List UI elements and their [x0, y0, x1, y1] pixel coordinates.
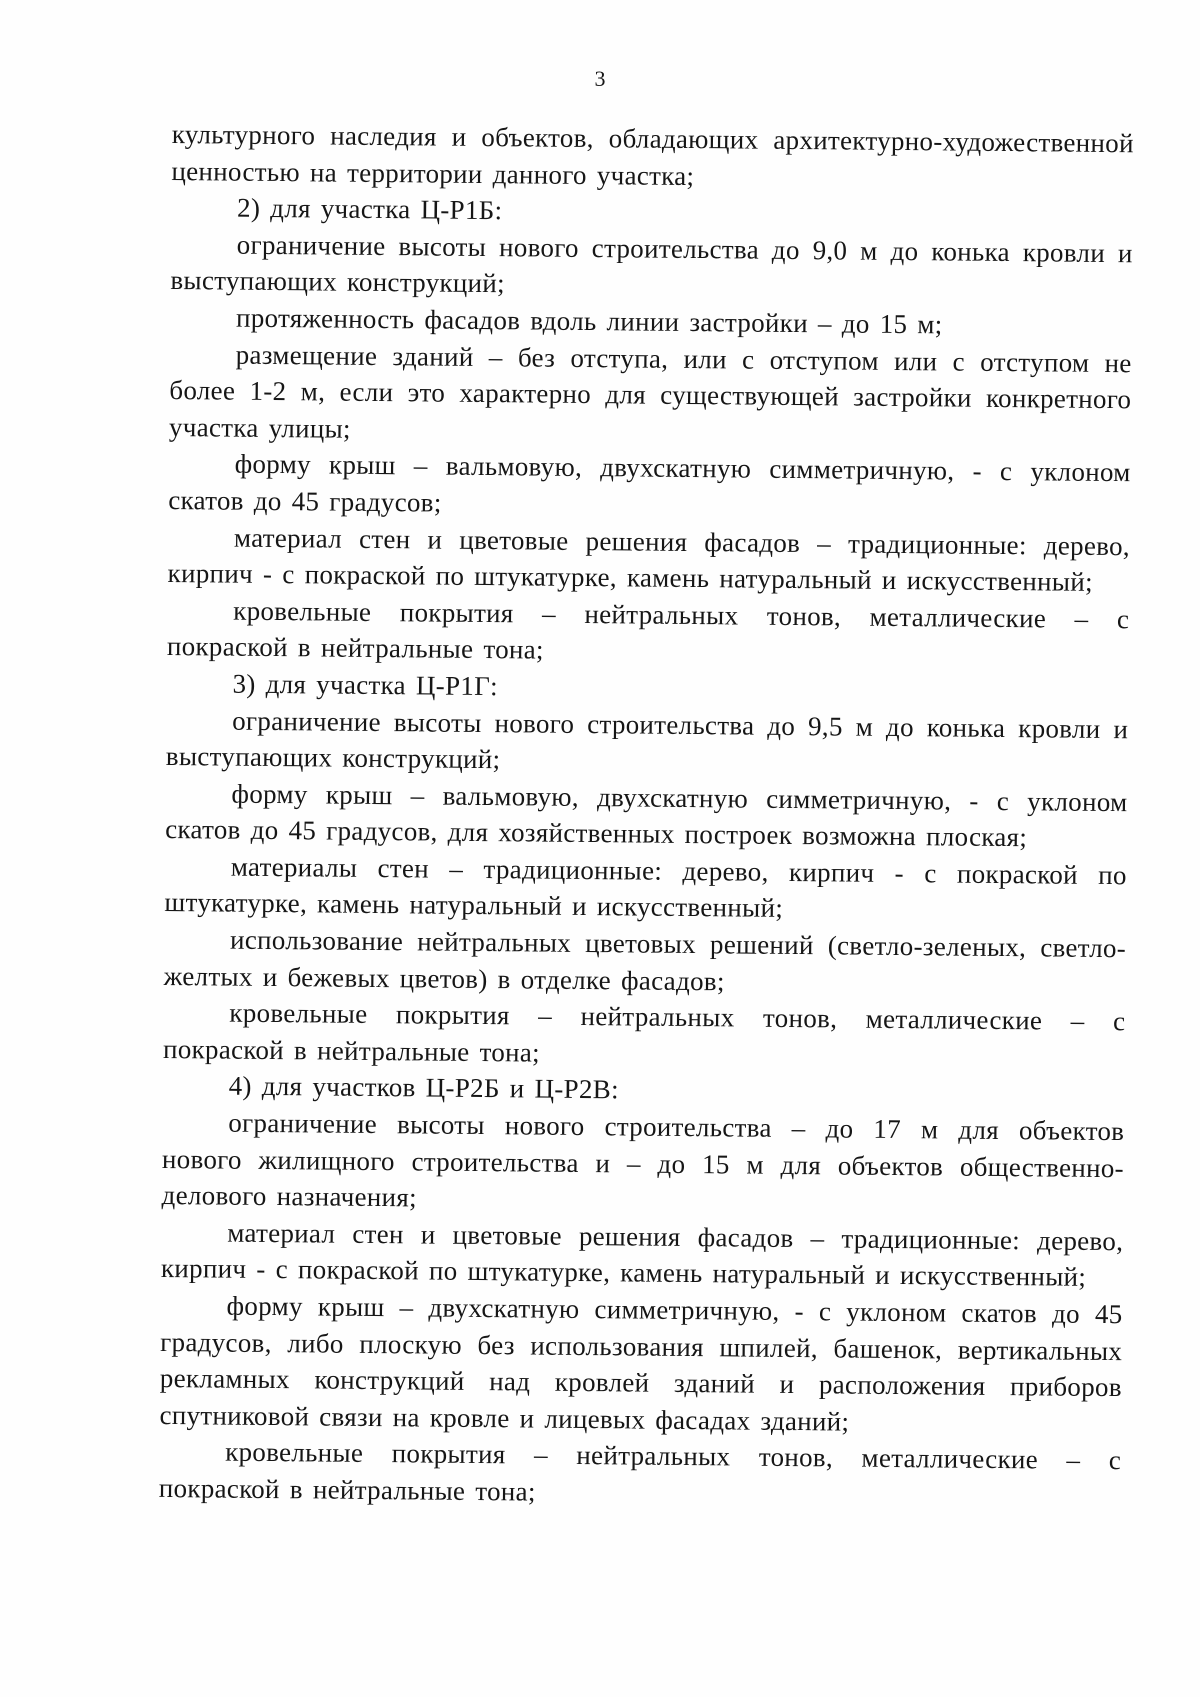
paragraph-14: кровельные покрытия – нейтральных тонов, металлические – с покраской в нейтральные тона;: [162, 997, 1126, 1068]
paragraph-2: 2) для участка Ц-Р1Б:: [236, 192, 503, 226]
paragraph-9: 3) для участка Ц-Р1Г:: [232, 668, 499, 702]
document-body: [159, 116, 1134, 1516]
paragraph-19: кровельные покрытия – нейтральных тонов, металлические – с покраской в нейтральные тона;: [158, 1436, 1122, 1507]
page-number: 3: [594, 66, 606, 91]
paragraph-12: материалы стен – традиционные: дерево, кирпич - с покраской по штукатурке, камень натуральный и искусственный;: [164, 851, 1127, 924]
paragraph-8: кровельные покрытия – нейтральных тонов, металлические – с покраской в нейтральные тона;: [166, 595, 1130, 665]
paragraph-5: размещение зданий – без отступа, или с отступом или с отступом не более 1-2 м, если это характерно для существующей застройки конкретного участка улицы;: [168, 339, 1132, 444]
paragraph-18: форму крыш – двухскатную симметричную, - с уклоном скатов до 45 градусов, либо плоскую без использования шпилей, башенок, вертикальных рекламных конструкций над кровлей зданий и расположения приборов спутниковой связи на кровле и лицевых фасадах зданий;: [159, 1290, 1123, 1437]
paragraph-15: 4) для участков Ц-Р2Б и Ц-Р2В:: [228, 1071, 620, 1105]
paragraph-7: материал стен и цветовые решения фасадов – традиционные: дерево, кирпич - с покраской по штукатурке, камень натуральный и искусственный;: [167, 522, 1131, 597]
paragraph-16: ограничение высоты нового строительства – до 17 м для объектов нового жилищного строительства и – до 15 м для объектов общественно-делового назначения;: [161, 1107, 1125, 1213]
paragraph-17: материал стен и цветовые решения фасадов – традиционные: дерево, кирпич - с покраской по штукатурке, камень натуральный и искусственный;: [160, 1217, 1124, 1293]
paragraph-10: ограничение высоты нового строительства до 9,5 м до конька кровли и выступающих конструкций;: [165, 705, 1129, 775]
paragraph-6: форму крыш – вальмовую, двухскатную симметричную, - с уклоном скатов до 45 градусов;: [168, 448, 1131, 518]
paragraph-1: культурного наследия и объектов, обладающих архитектурно-художественной ценностью на территории данного участка;: [171, 118, 1134, 191]
paragraph-13: использование нейтральных цветовых решений (светло-зеленых, светло-желтых и бежевых цветов) в отделке фасадов;: [163, 924, 1127, 997]
paragraph-4: протяженность фасадов вдоль линии застройки – до 15 м;: [235, 302, 943, 340]
paragraph-11: форму крыш – вальмовую, двухскатную симметричную, - с уклоном скатов до 45 градусов, для хозяйственных построек возможна плоская;: [165, 778, 1128, 853]
paragraph-3: ограничение высоты нового строительства до 9,0 м до конька кровли и выступающих конструкций;: [170, 229, 1133, 299]
